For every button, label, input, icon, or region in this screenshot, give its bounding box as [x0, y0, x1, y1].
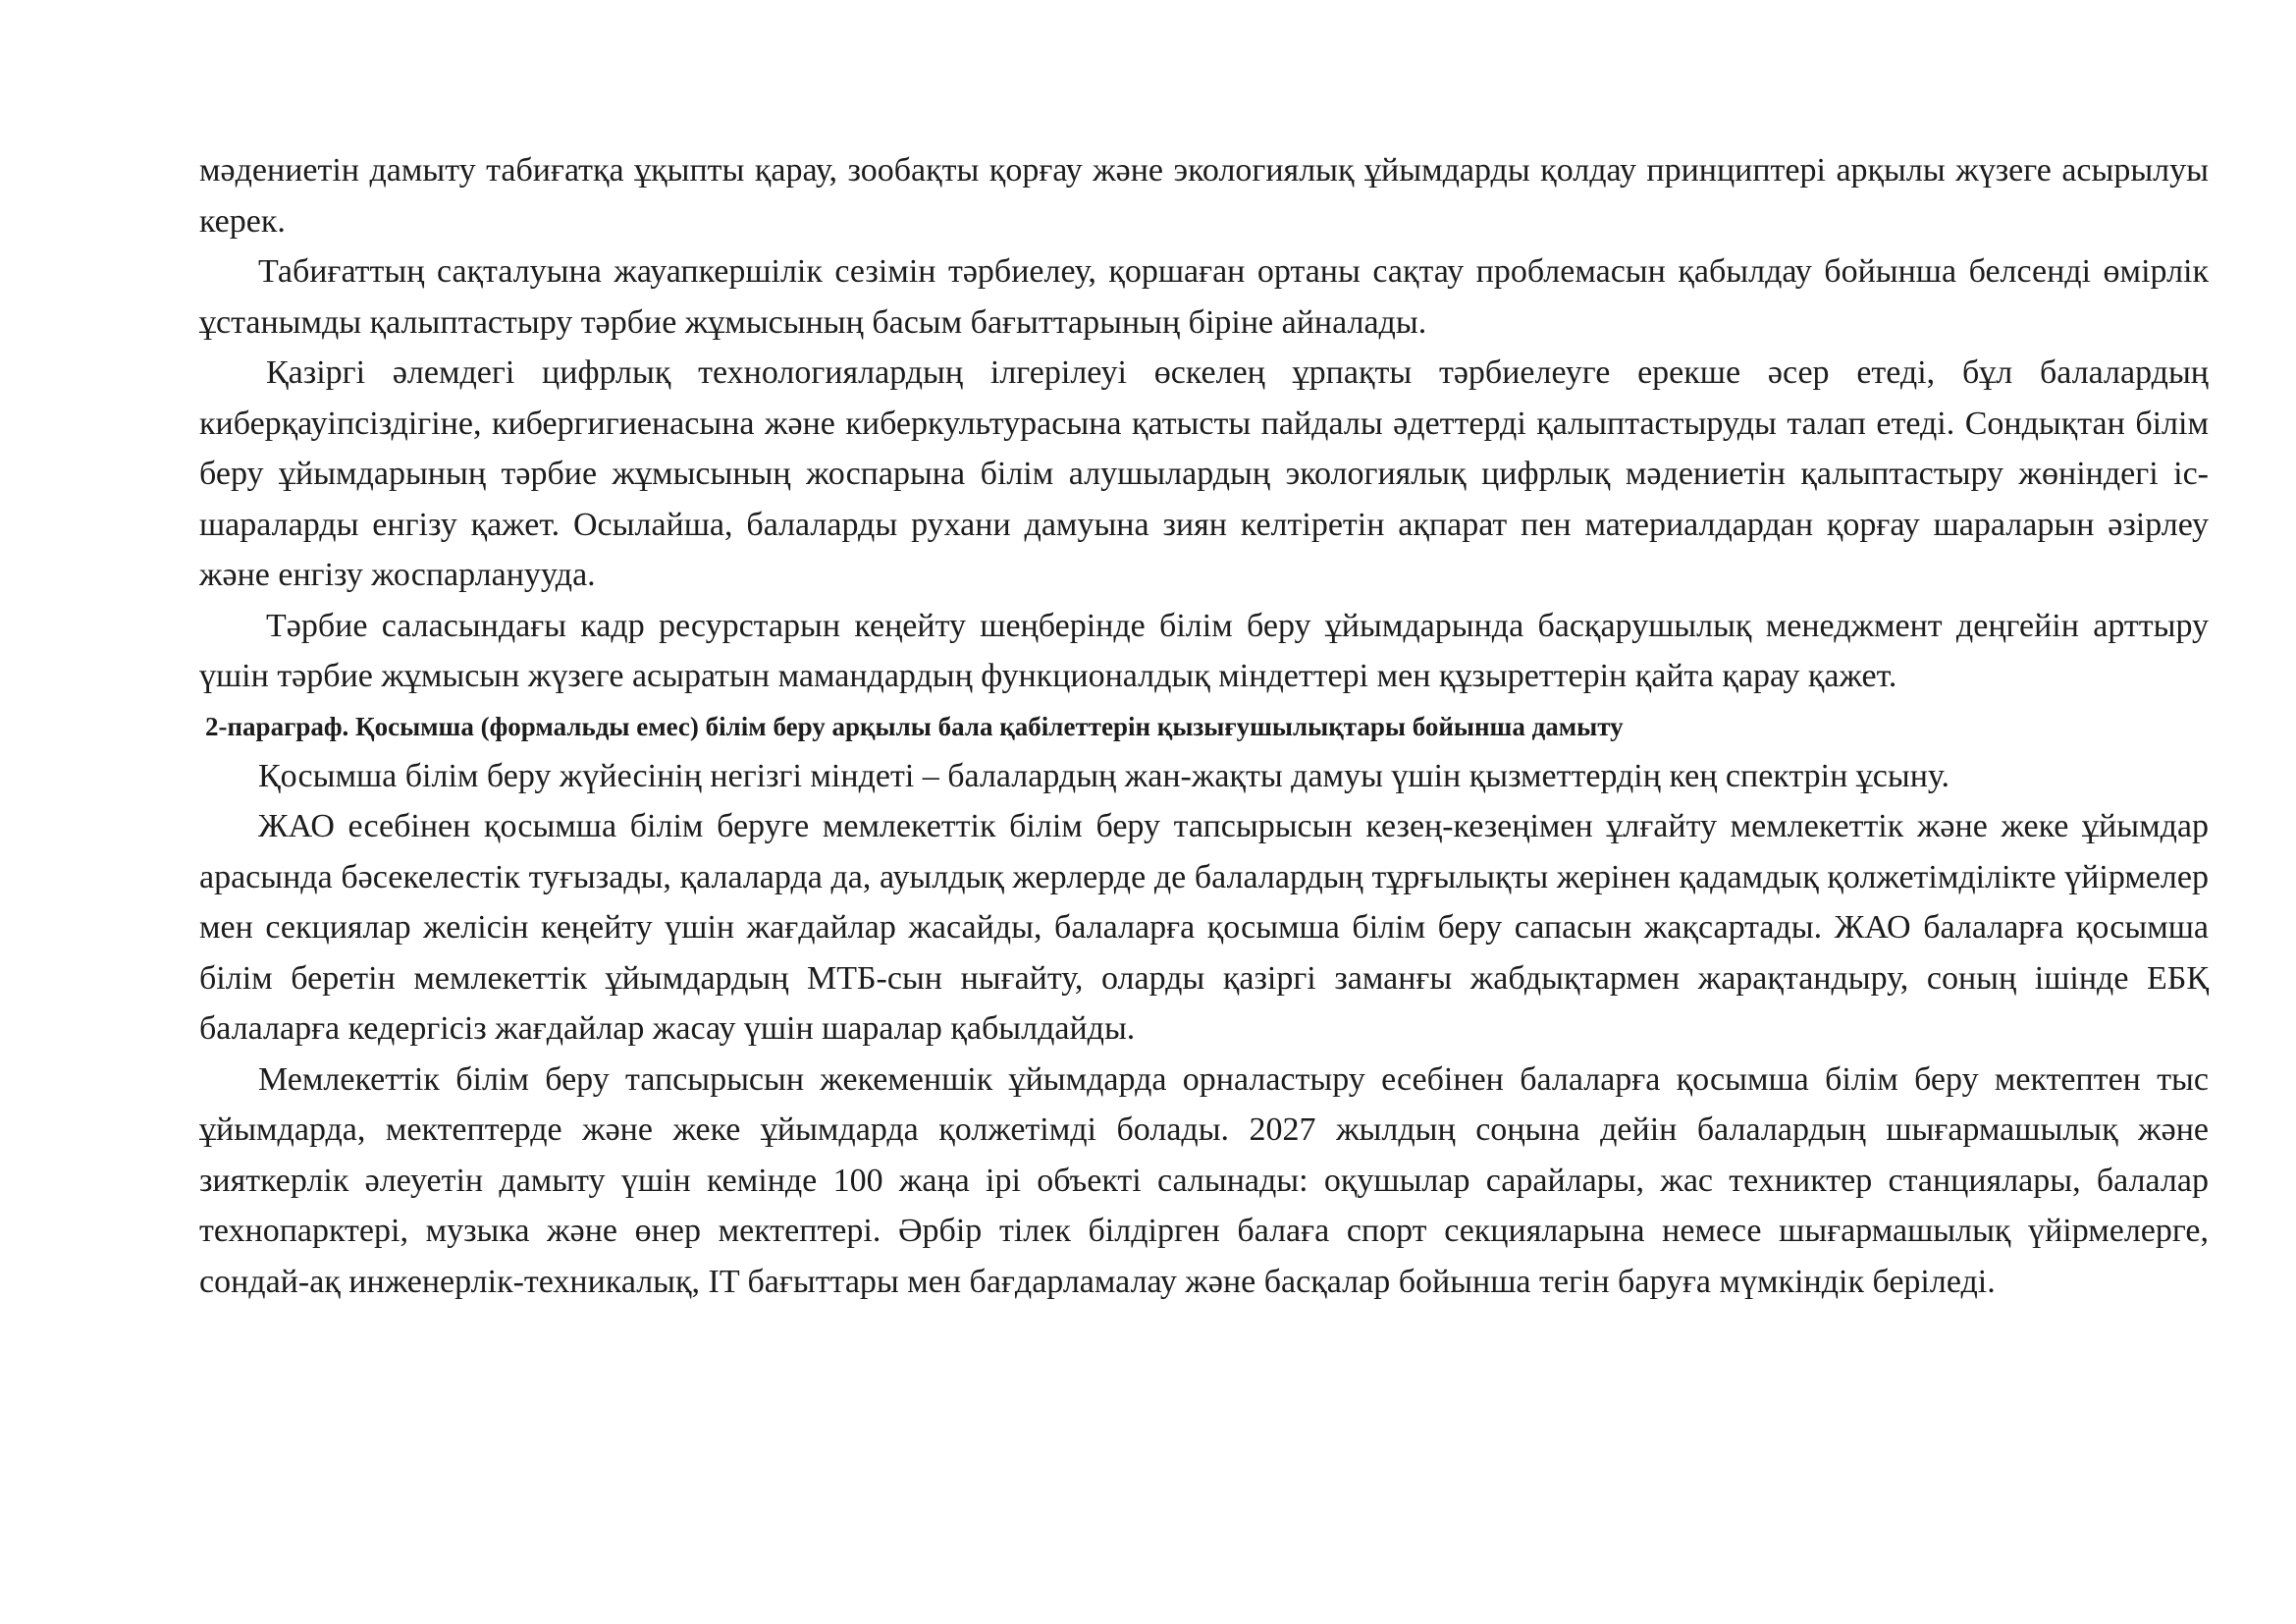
paragraph-digital-technologies: Қазіргі әлемдегі цифрлық технологиялардың ілгерілеуі өскелең ұрпақты тәрбиелеуге ерекше әсер етеді, бұл балалардың киберқауіпсіздігіне, кибергигиенасына және киберкультурасына қатысты пайдалы әдеттерді қалыптастыруды талап етеді. Сондықтан білім беру ұйымдарының тәрбие жұмысының жоспарына білім алушылардың экологиялық цифрлық мәдениетін қалыптастыру жөніндегі іс-шараларды енгізу қажет. Осылайша, балаларды рухани дамуына зиян келтіретін ақпарат пен материалдардан қорғау шараларын әзірлеу және енгізу жоспарланууда. — [199, 354, 2209, 593]
paragraph-nature-responsibility: Табиғаттың сақталуына жауапкершілік сезімін тәрбиелеу, қоршаған ортаны сақтау проблемасын қабылдау бойынша белсенді өмірлік ұстанымды қалыптастыру тәрбие жұмысының басым бағыттарының біріне айналады. — [199, 253, 2209, 341]
paragraph-staff-resources: Тәрбие саласындағы кадр ресурстарын кеңейту шеңберінде білім беру ұйымдарында басқарушылық менеджмент деңгейін арттыру үшін тәрбие жұмысын жүзеге асыратын мамандардың функционалдық міндеттері мен құзыреттерін қайта қарау қажет. — [199, 607, 2209, 694]
paragraph-continuation: мәдениетін дамыту табиғатқа ұқыпты қарау, зообақты қорғау және экологиялық ұйымдарды қолдау принциптері арқылы жүзеге асырылуы керек. — [199, 152, 2209, 240]
document-page — [199, 145, 2209, 1307]
paragraph-state-order: Мемлекеттік білім беру тапсырысын жекеменшік ұйымдарда орналастыру есебінен балаларға қосымша білім беру мектептен тыс ұйымдарда, мектептерде және жеке ұйымдарда қолжетімді болады. 2027 жылдың соңына дейін балалардың шығармашылық және зияткерлік әлеуетін дамыту үшін кемінде 100 жаңа ірі объекті салынады: оқушылар сарайлары, жас техниктер станциялары, балалар технопарктері, музыка және өнер мектептері. Әрбір тілек білдірген балаға спорт секцияларына немесе шығармашылық үйірмелерге, сондай-ақ инженерлік-техникалық, IT бағыттары мен бағдарламалау және басқалар бойынша тегін баруға мүмкіндік беріледі. — [199, 1060, 2209, 1300]
section-heading: 2-параграф. Қосымша (формальды емес) білім беру арқылы бала қабілеттерін қызығушылықтары бойынша дамыту — [205, 711, 1624, 741]
paragraph-local-executive-bodies: ЖАО есебінен қосымша білім беруге мемлекеттік білім беру тапсырысын кезең-кезеңімен ұлғайту мемлекеттік және жеке ұйымдар арасында бәсекелестік туғызады, қалаларда да, ауылдық жерлерде де балалардың тұрғылықты жерінен қадамдық қолжетімділікте үйірмелер мен секциялар желісін кеңейту үшін жағдайлар жасайды, балаларға қосымша білім беру сапасын жақсартады. ЖАО балаларға қосымша білім беретін мемлекеттік ұйымдардың МТБ-сын нығайту, оларды қазіргі заманғы жабдықтармен жарақтандыру, соның ішінде ЕБҚ балаларға кедергісіз жағдайлар жасау үшін шаралар қабылдайды. — [199, 808, 2209, 1047]
paragraph-main-task: Қосымша білім беру жүйесінің негізгі міндеті – балалардың жан-жақты дамуы үшін қызметтердің кең спектрін ұсыну. — [258, 757, 1949, 794]
